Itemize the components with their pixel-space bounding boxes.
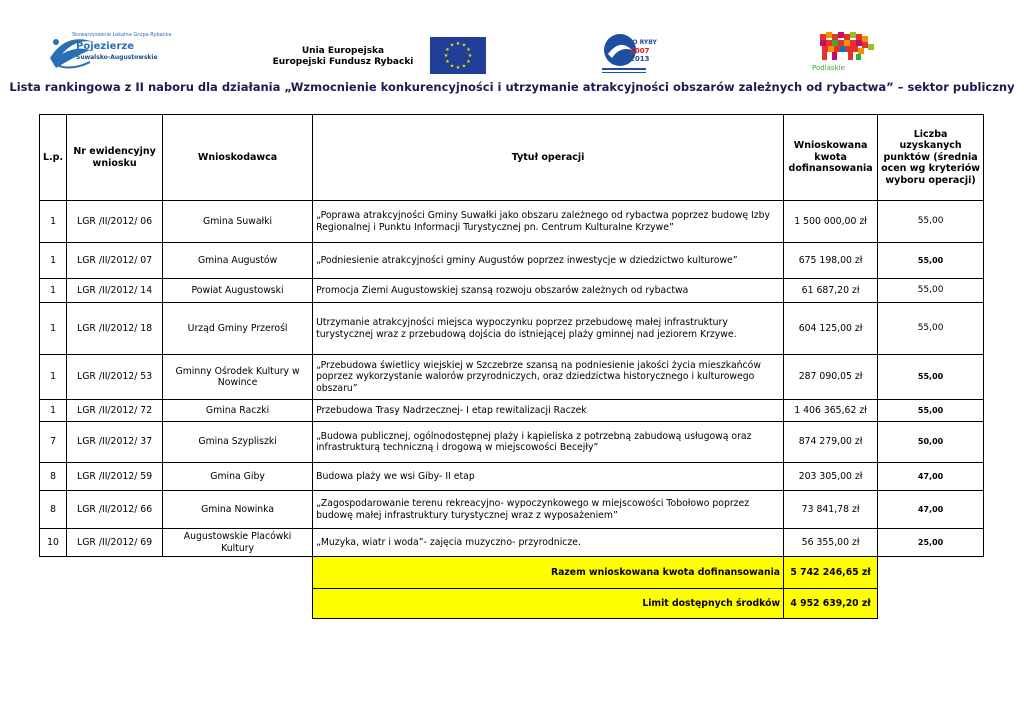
total-row bbox=[40, 557, 984, 589]
cell-nr: LGR /II/2012/ 72 bbox=[67, 400, 163, 422]
cell-title: „Podniesienie atrakcyjności gminy Augustów poprzez inwestycje w dziedzictwo kulturowe” bbox=[313, 243, 784, 279]
cell-lp: 1 bbox=[40, 279, 67, 303]
header-title: Tytuł operacji bbox=[313, 115, 784, 201]
podlaskie-text: Podlaskie bbox=[812, 64, 845, 72]
svg-text:★: ★ bbox=[445, 47, 450, 53]
cell-nr: LGR /II/2012/ 69 bbox=[67, 529, 163, 557]
cell-lp: 8 bbox=[40, 491, 67, 529]
cell-amount: 1 500 000,00 zł bbox=[784, 201, 878, 243]
table-row bbox=[40, 422, 984, 463]
cell-amount: 604 125,00 zł bbox=[784, 303, 878, 355]
cell-points: 47,00 bbox=[878, 463, 984, 491]
cell-applicant: Urząd Gminy Przerośl bbox=[163, 303, 313, 355]
cell-points: 55,00 bbox=[878, 201, 984, 243]
table-header-row bbox=[40, 115, 984, 201]
svg-text:★: ★ bbox=[461, 42, 467, 49]
cell-nr: LGR /II/2012/ 07 bbox=[67, 243, 163, 279]
limit-row bbox=[40, 589, 984, 619]
cell-points: 55,00 bbox=[878, 400, 984, 422]
table-row bbox=[40, 491, 984, 529]
cell-title: „Muzyka, wiatr i woda”- zajęcia muzyczno- przyrodnicze. bbox=[313, 529, 784, 557]
cell-points: 55,00 bbox=[878, 355, 984, 400]
cell-lp: 1 bbox=[40, 400, 67, 422]
header-lp: L.p. bbox=[40, 115, 67, 201]
cell-lp: 1 bbox=[40, 243, 67, 279]
cell-applicant: Gmina Suwałki bbox=[163, 201, 313, 243]
table-row bbox=[40, 355, 984, 400]
cell-nr: LGR /II/2012/ 37 bbox=[67, 422, 163, 463]
cell-title: „Zagospodarowanie terenu rekreacyjno- wypoczynkowego w miejscowości Tobołowo poprzez budowę małej infrastruktury turystycznej wraz z wyposażeniem” bbox=[313, 491, 784, 529]
cell-title: Promocja Ziemi Augustowskiej szansą rozwoju obszarów zależnych od rybactwa bbox=[313, 279, 784, 303]
eu-line-1: Unia Europejska bbox=[301, 46, 385, 56]
page-title: Lista rankingowa z II naboru dla działania „Wzmocnienie konkurencyjności i utrzymanie atrakcyjności obszarów zależnych od rybactwa” – sektor publiczny bbox=[9, 80, 1015, 94]
cell-title: Budowa plaży we wsi Giby- II etap bbox=[313, 463, 784, 491]
limit-label: Limit dostępnych środków bbox=[313, 589, 784, 619]
cell-amount: 203 305,00 zł bbox=[784, 463, 878, 491]
ranking-table bbox=[39, 114, 984, 619]
cell-applicant: Gmina Augustów bbox=[163, 243, 313, 279]
cell-applicant: Gmina Giby bbox=[163, 463, 313, 491]
cell-lp: 8 bbox=[40, 463, 67, 491]
cell-nr: LGR /II/2012/ 66 bbox=[67, 491, 163, 529]
cell-applicant: Augustowskie Placówki Kultury bbox=[163, 529, 313, 557]
cell-amount: 73 841,78 zł bbox=[784, 491, 878, 529]
table-row bbox=[40, 243, 984, 279]
svg-text:★: ★ bbox=[449, 63, 455, 70]
table-row bbox=[40, 400, 984, 422]
cell-lp: 10 bbox=[40, 529, 67, 557]
svg-text:★: ★ bbox=[455, 41, 461, 47]
cell-amount: 874 279,00 zł bbox=[784, 422, 878, 463]
cell-amount: 56 355,00 zł bbox=[784, 529, 878, 557]
table-row bbox=[40, 201, 984, 243]
cell-nr: LGR /II/2012/ 59 bbox=[67, 463, 163, 491]
cell-amount: 1 406 365,62 zł bbox=[784, 400, 878, 422]
limit-value: 4 952 639,20 zł bbox=[784, 589, 878, 619]
cell-applicant: Gminny Ośrodek Kultury w Nowince bbox=[163, 355, 313, 400]
cell-nr: LGR /II/2012/ 18 bbox=[67, 303, 163, 355]
header-amount: Wnioskowana kwota dofinansowania bbox=[784, 115, 878, 201]
cell-nr: LGR /II/2012/ 06 bbox=[67, 201, 163, 243]
cell-lp: 1 bbox=[40, 303, 67, 355]
svg-text:★: ★ bbox=[461, 63, 467, 70]
ryby-text-3: 2013 bbox=[630, 55, 650, 63]
svg-text:★: ★ bbox=[455, 65, 461, 71]
svg-text:★: ★ bbox=[449, 42, 455, 49]
cell-nr: LGR /II/2012/ 14 bbox=[67, 279, 163, 303]
ryby-text-2: 2007 bbox=[630, 47, 650, 55]
lgr-logo-text-3: Suwalsko-Augustowskie bbox=[76, 54, 158, 61]
cell-lp: 1 bbox=[40, 201, 67, 243]
cell-amount: 287 090,05 zł bbox=[784, 355, 878, 400]
lgr-logo-text-1: Stowarzyszenie Lokalna Grupa Rybacka bbox=[72, 32, 172, 38]
cell-title: „Przebudowa świetlicy wiejskiej w Szczebrze szansą na podniesienie jakości życia mieszkańców poprzez wykorzystanie walorów przyrodniczych, oraz dziedzictwa historycznego i kulturowego obszaru” bbox=[313, 355, 784, 400]
cell-lp: 1 bbox=[40, 355, 67, 400]
cell-title: Przebudowa Trasy Nadrzecznej- I etap rewitalizacji Raczek bbox=[313, 400, 784, 422]
lgr-logo bbox=[46, 28, 172, 74]
ryby-text-1: PO RYBY bbox=[628, 39, 657, 46]
cell-applicant: Gmina Szypliszki bbox=[163, 422, 313, 463]
cell-points: 25,00 bbox=[878, 529, 984, 557]
cell-title: Utrzymanie atrakcyjności miejsca wypoczynku poprzez przebudowę małej infrastruktury turystycznej wraz z przebudową dojścia do istniejącej plaży gminnej nad jeziorem Krzywe. bbox=[313, 303, 784, 355]
cell-points: 47,00 bbox=[878, 491, 984, 529]
svg-text:★: ★ bbox=[466, 47, 471, 53]
cell-applicant: Powiat Augustowski bbox=[163, 279, 313, 303]
cell-lp: 7 bbox=[40, 422, 67, 463]
cell-applicant: Gmina Raczki bbox=[163, 400, 313, 422]
svg-text:★: ★ bbox=[466, 59, 471, 65]
header-applicant: Wnioskodawca bbox=[163, 115, 313, 201]
lgr-logo-text-2: Pojezierze bbox=[76, 41, 134, 52]
header-points: Liczba uzyskanych punktów (średnia ocen wg kryteriów wyboru operacji) bbox=[878, 115, 984, 201]
total-label: Razem wnioskowana kwota dofinansowania bbox=[313, 557, 784, 589]
cell-nr: LGR /II/2012/ 53 bbox=[67, 355, 163, 400]
eu-caption bbox=[268, 46, 418, 68]
cell-points: 55,00 bbox=[878, 243, 984, 279]
table-row bbox=[40, 529, 984, 557]
cell-points: 50,00 bbox=[878, 422, 984, 463]
svg-text:★: ★ bbox=[443, 53, 449, 59]
cell-applicant: Gmina Nowinka bbox=[163, 491, 313, 529]
eu-flag-icon bbox=[430, 37, 486, 74]
cell-amount: 675 198,00 zł bbox=[784, 243, 878, 279]
podlaskie-logo bbox=[812, 28, 882, 78]
table-row bbox=[40, 463, 984, 491]
cell-points: 55,00 bbox=[878, 279, 984, 303]
table-row bbox=[40, 303, 984, 355]
total-value: 5 742 246,65 zł bbox=[784, 557, 878, 589]
svg-text:★: ★ bbox=[467, 53, 473, 59]
table-row bbox=[40, 279, 984, 303]
svg-text:★: ★ bbox=[445, 59, 450, 65]
cell-title: „Poprawa atrakcyjności Gminy Suwałki jako obszaru zależnego od rybactwa poprzez budowę Izby Regionalnej i Punktu Informacji Turystycznej pn. Centrum Kulturalne Krzywe” bbox=[313, 201, 784, 243]
cell-points: 55,00 bbox=[878, 303, 984, 355]
po-ryby-logo bbox=[598, 32, 658, 76]
eu-line-2: Europejski Fundusz Rybacki bbox=[272, 57, 414, 67]
header-nr: Nr ewidencyjny wniosku bbox=[67, 115, 163, 201]
cell-title: „Budowa publicznej, ogólnodostępnej plaży i kąpieliska z potrzebną zabudową usługową oraz infrastrukturą techniczną i drogową w miejscowości Becejły” bbox=[313, 422, 784, 463]
cell-amount: 61 687,20 zł bbox=[784, 279, 878, 303]
